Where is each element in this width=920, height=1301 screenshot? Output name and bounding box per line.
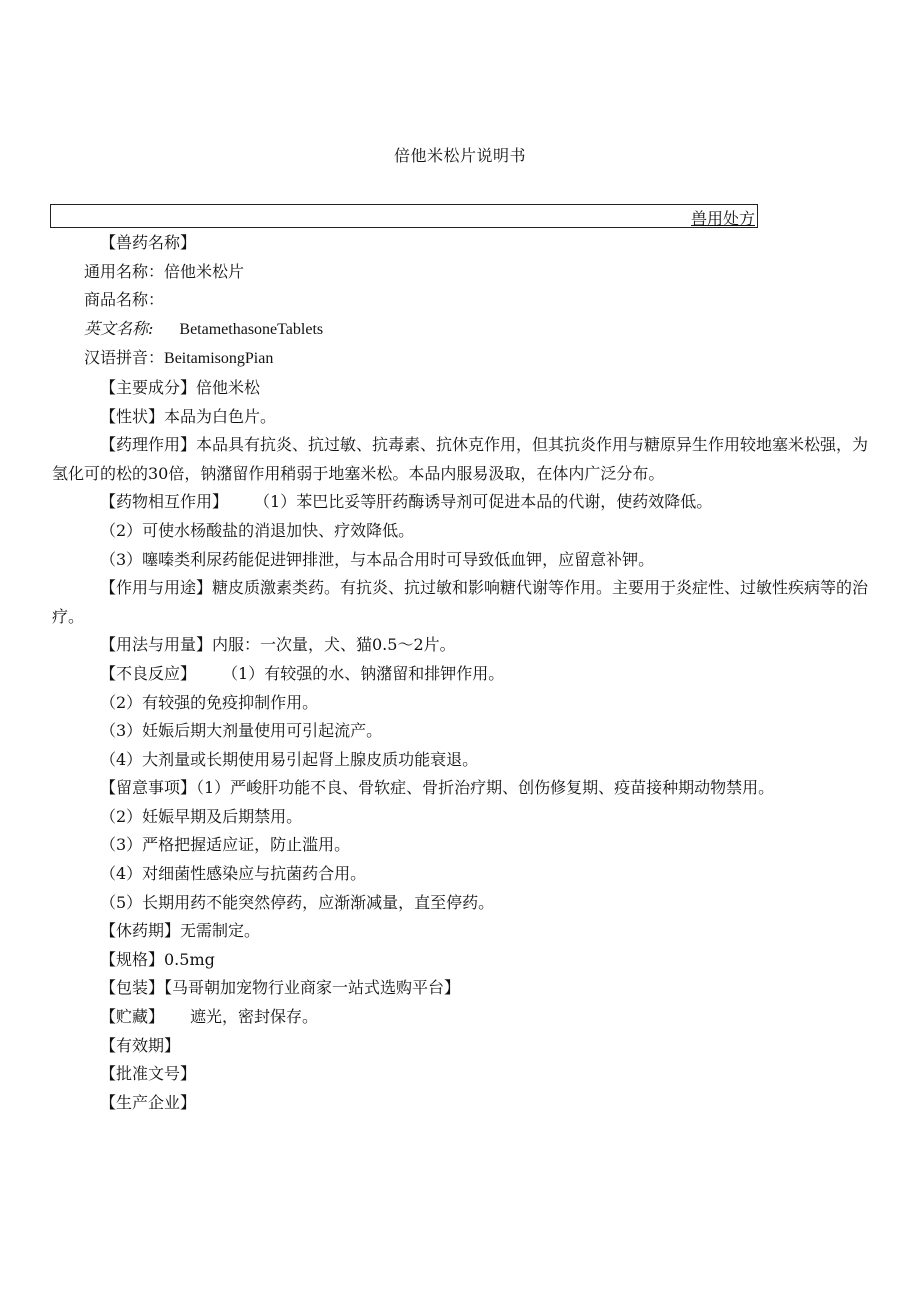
trade-name: 商品名称： bbox=[84, 290, 165, 310]
storage-row bbox=[52, 1003, 882, 1032]
precautions-item-2: （2）妊娠早期及后期禁用。 bbox=[100, 806, 303, 826]
interactions-label: 【药物相互作用】 bbox=[100, 492, 229, 512]
storage-label: 【贮藏】 bbox=[100, 1007, 165, 1027]
interactions-item-1: （1）苯巴比妥等肝药酶诱导剂可促进本品的代谢，使药效降低。 bbox=[254, 492, 713, 512]
ingredients: 【主要成分】倍他米松 bbox=[100, 377, 261, 397]
pinyin-value: BeitamisongPian bbox=[164, 350, 274, 368]
adverse-item-3: （3）妊娠后期大剂量使用可引起流产。 bbox=[100, 721, 383, 741]
english-name-row bbox=[52, 315, 882, 345]
indications: 【作用与用途】糖皮质激素类药。有抗炎、抗过敏和影响糖代谢等作用。主要用于炎症性、过敏性疾病等的治疗。 bbox=[52, 578, 869, 626]
adverse-label: 【不良反应】 bbox=[100, 663, 197, 683]
prescription-label: 兽用处方 bbox=[690, 209, 755, 228]
specification: 【规格】0.5mg bbox=[100, 949, 215, 969]
document-title: 倍他米松片说明书 bbox=[393, 146, 526, 165]
pinyin-row bbox=[52, 344, 882, 374]
pharmacology: 【药理作用】本品具有抗炎、抗过敏、抗毒素、抗休克作用，但其抗炎作用与糖原异生作用较地塞米松强，为氢化可的松的30倍，钠潴留作用稍弱于地塞米松。本品内服易汲取，在体内广泛分布。 bbox=[52, 435, 869, 483]
section-drug-name: 【兽药名称】 bbox=[100, 233, 197, 252]
adverse-item-4: （4）大剂量或长期使用易引起肾上腺皮质功能衰退。 bbox=[100, 749, 479, 769]
interactions-item-2: （2）可使水杨酸盐的消退加快、疗效降低。 bbox=[100, 520, 415, 540]
withdrawal-period: 【休药期】无需制定。 bbox=[100, 921, 261, 941]
expiry: 【有效期】 bbox=[100, 1035, 181, 1055]
package: 【包装】【马哥朝加宠物行业商家一站式选购平台】 bbox=[100, 978, 461, 998]
appearance: 【性状】本品为白色片。 bbox=[100, 406, 277, 426]
precautions-item-3: （3）严格把握适应证，防止滥用。 bbox=[100, 835, 351, 855]
adverse-item-2: （2）有较强的免疫抑制作用。 bbox=[100, 692, 319, 712]
prescription-box bbox=[50, 204, 758, 228]
approval-number: 【批准文号】 bbox=[100, 1064, 197, 1084]
manufacturer: 【生产企业】 bbox=[100, 1092, 197, 1112]
english-name-value: BetamethasoneTablets bbox=[179, 320, 324, 338]
interactions-item-3: （3）噻嗪类利尿药能促进钾排泄，与本品合用时可导致低血钾，应留意补钾。 bbox=[100, 549, 655, 569]
dosage: 【用法与用量】内服：一次量，犬、猫0.5～2片。 bbox=[100, 635, 456, 655]
interactions-row bbox=[52, 488, 882, 517]
pinyin-label: 汉语拼音： bbox=[84, 348, 165, 368]
generic-name: 通用名称：倍他米松片 bbox=[84, 261, 245, 281]
precautions-item-1: 【留意事项】（1）严峻肝功能不良、骨软症、骨折治疗期、创伤修复期、疫苗接种期动物禁用。 bbox=[100, 778, 775, 798]
precautions-item-4: （4）对细菌性感染应与抗菌药合用。 bbox=[100, 864, 367, 884]
english-name-label: 英文名称: bbox=[84, 318, 154, 338]
adverse-item-1: （1）有较强的水、钠潴留和排钾作用。 bbox=[222, 663, 505, 683]
adverse-row bbox=[52, 660, 882, 689]
document-body bbox=[52, 229, 882, 1117]
storage-value: 遮光，密封保存。 bbox=[190, 1007, 319, 1027]
precautions-item-5: （5）长期用药不能突然停药，应渐渐减量，直至停药。 bbox=[100, 892, 495, 912]
